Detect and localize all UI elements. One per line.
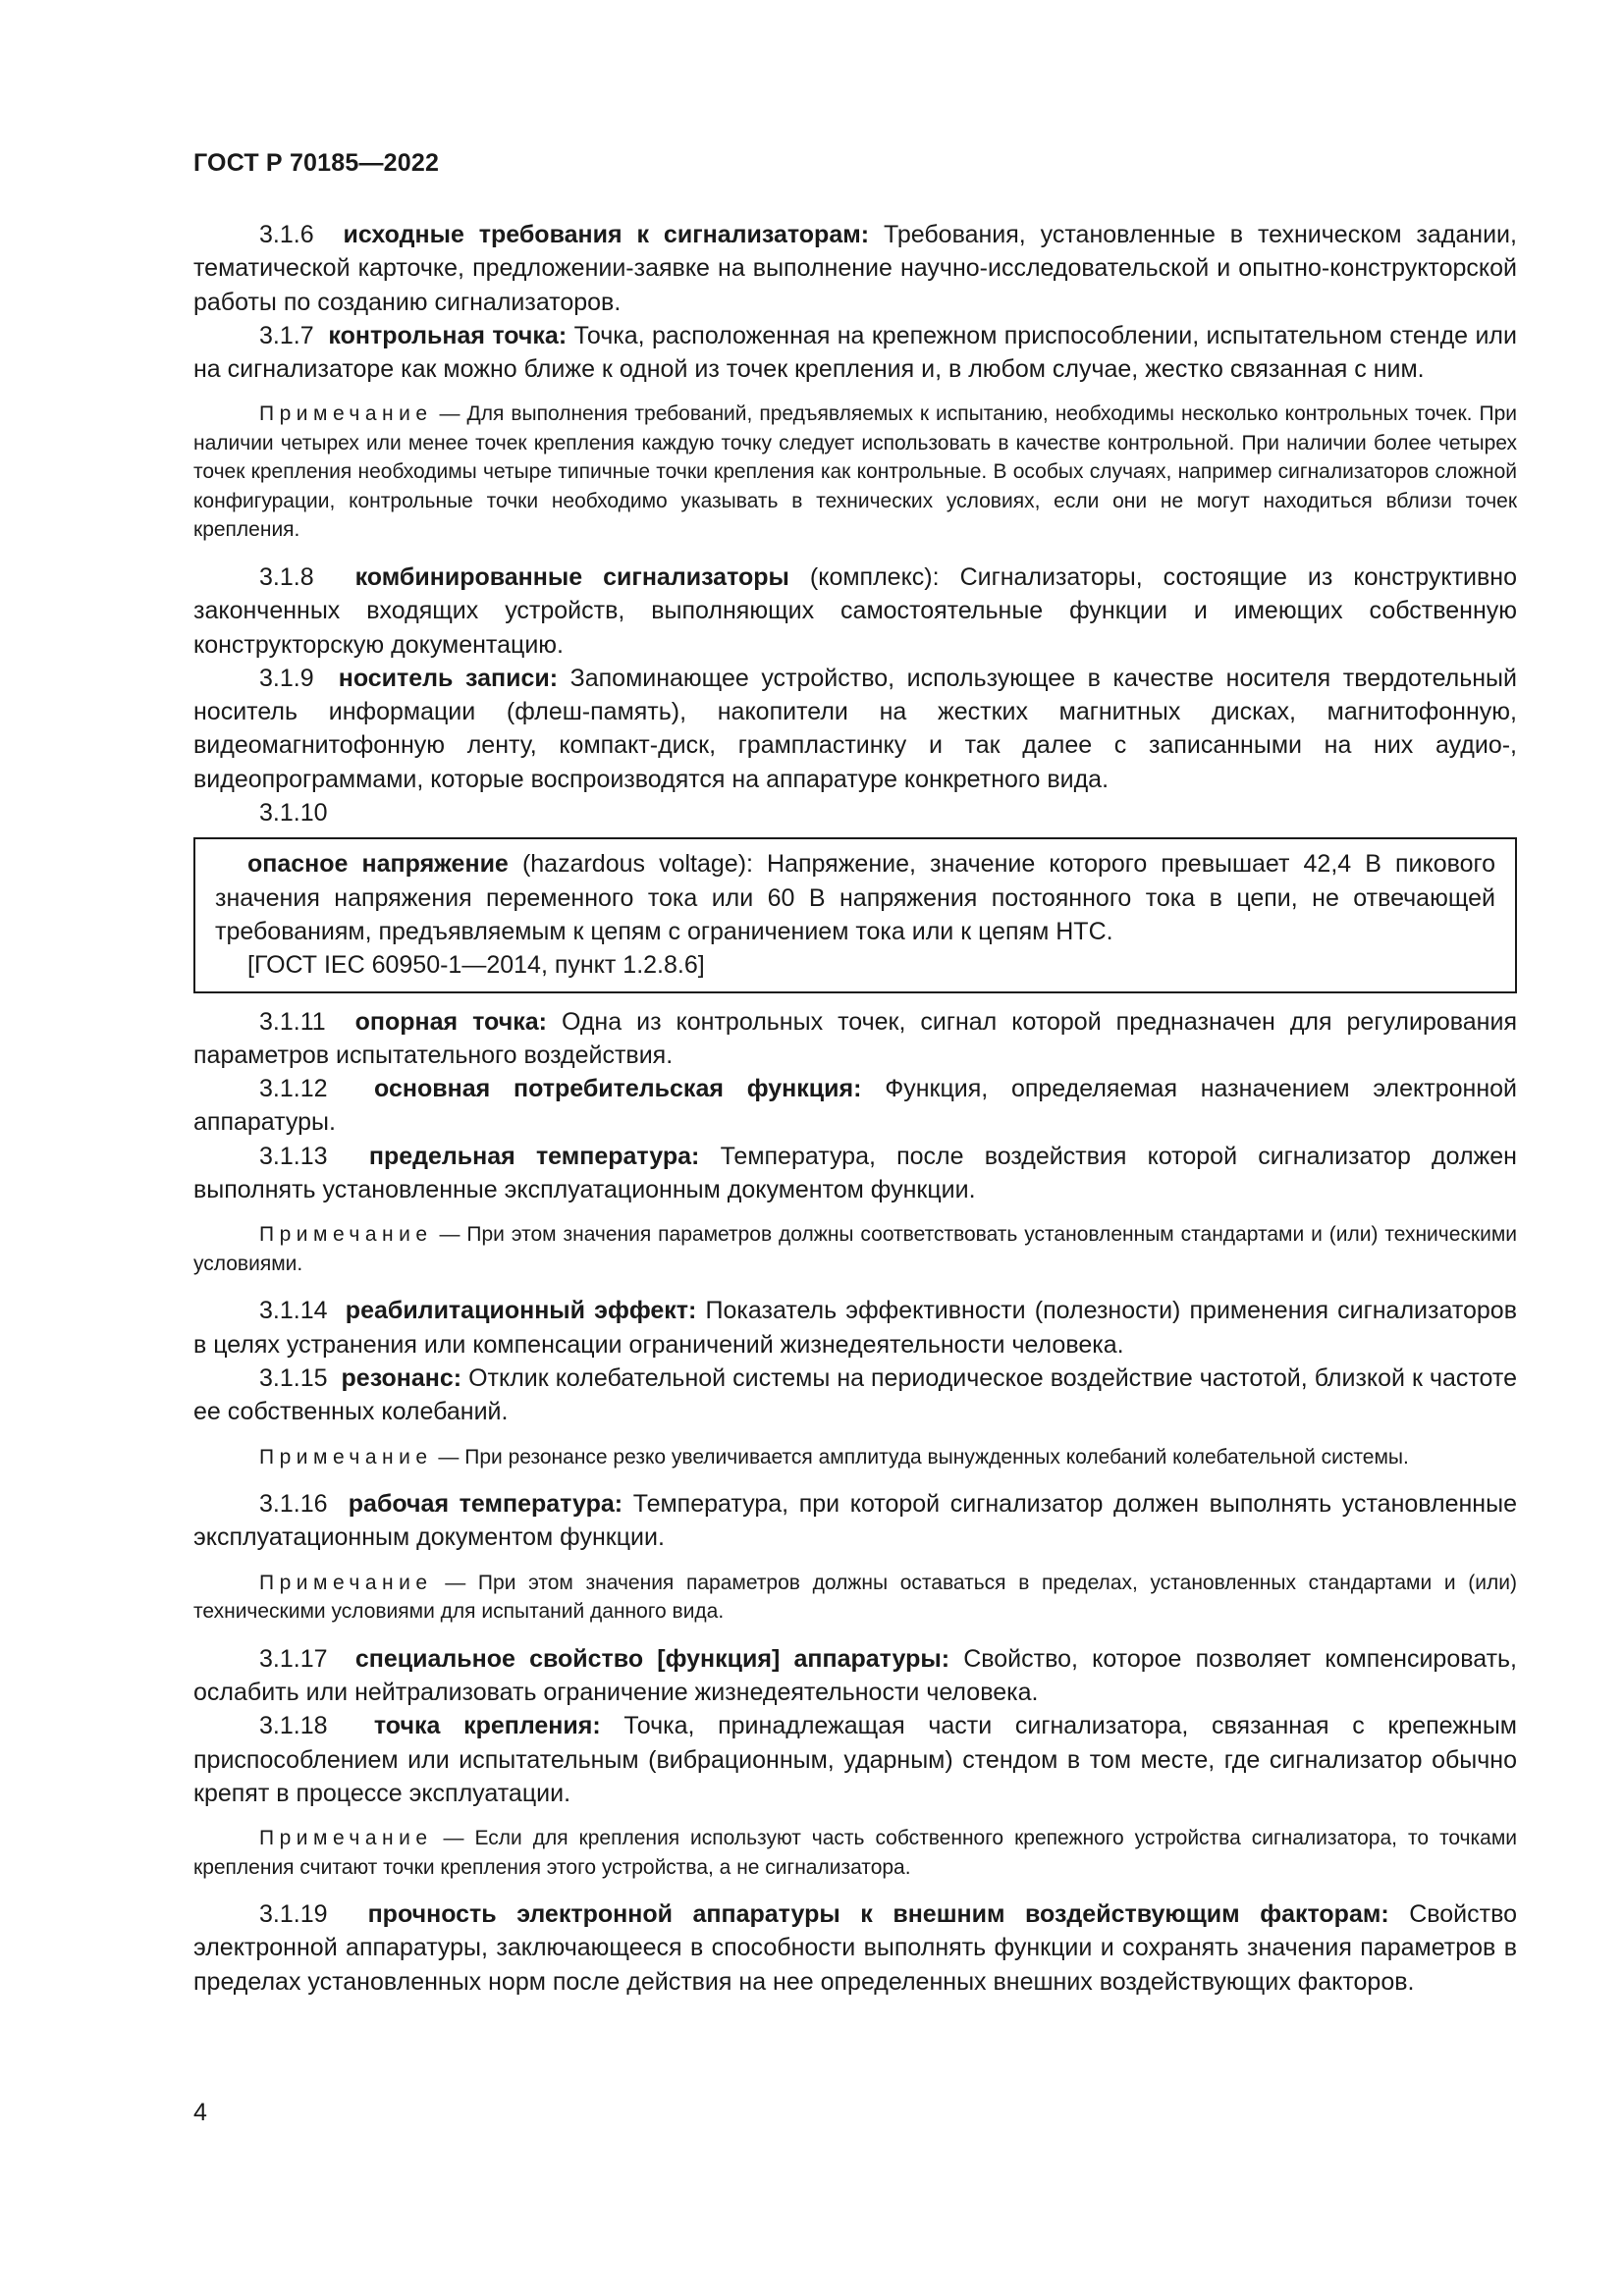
page-number: 4 xyxy=(193,2099,207,2126)
note-3-1-15 xyxy=(193,1443,1517,1472)
note-label: Примечание xyxy=(259,1827,433,1850)
term-entry-3-1-17 xyxy=(193,1642,1517,1710)
note-text: — Если для крепления используют часть собственного крепежного устройства сигнализатора, то точками крепления считают точки крепления этого устройства, а не сигнализатора. xyxy=(193,1827,1517,1879)
term-name: предельная температура: xyxy=(368,1142,700,1170)
term-name: прочность электронной аппаратуры к внешним воздействующим факторам: xyxy=(367,1900,1389,1929)
term-name: рабочая температура: xyxy=(348,1490,623,1519)
term-entry-3-1-16 xyxy=(193,1487,1517,1555)
term-name: резонанс: xyxy=(341,1363,462,1392)
term-number: 3.1.15 xyxy=(259,1363,328,1392)
term-definition: Показатель эффективности (полезности) применения сигнализаторов в целях устранения или компенсации ограничений жизнедеятельности человека. xyxy=(193,1297,1517,1359)
term-definition: (hazardous voltage): Напряжение, значение которого превышает 42,4 В пикового значения напряжения переменного тока или 60 В напряжения постоянного тока в цепи, не отвечающей требованиям, предъявляемым к цепям с ограничением тока или к цепям НТС. xyxy=(215,850,1495,945)
note-label: Примечание xyxy=(259,402,433,426)
term-entry-3-1-7 xyxy=(193,319,1517,387)
term-number: 3.1.12 xyxy=(259,1075,328,1103)
term-definition: Точка, расположенная на крепежном приспособлении, испытательном стенде или на сигнализаторе как можно ближе к одной из точек крепления и, в любом случае, жестко связанная с ним. xyxy=(193,321,1517,384)
term-number: 3.1.16 xyxy=(259,1490,328,1519)
note-label: Примечание xyxy=(259,1223,433,1247)
term-name: исходные требования к сигнализаторам: xyxy=(343,221,870,248)
note-label: Примечание xyxy=(259,1571,433,1594)
term-definition: Температура, при которой сигнализатор должен выполнять установленные эксплуатационным документом функции. xyxy=(193,1490,1517,1552)
term-definition: Функция, определяемая назначением электронной аппаратуры. xyxy=(193,1075,1518,1137)
term-number: 3.1.18 xyxy=(259,1712,328,1740)
note-text: — При резонансе резко увеличивается амплитуда вынужденных колебаний колебательной системы. xyxy=(438,1445,1409,1468)
term-name: специальное свойство [функция] аппаратуры: xyxy=(354,1644,950,1673)
term-name: контрольная точка: xyxy=(328,321,568,349)
term-definition: Свойство, которое позволяет компенсировать, ослабить или нейтрализовать ограничение жизнедеятельности человека. xyxy=(193,1644,1518,1706)
term-entry-3-1-15 xyxy=(193,1362,1517,1429)
term-entry-3-1-12 xyxy=(193,1072,1517,1140)
document-body xyxy=(193,218,1517,1999)
term-definition: Свойство электронной аппаратуры, заключающееся в способности выполнять функции и сохранять значения параметров в пределах установленных норм после действия на нее определенных внешних воздействующих факторов. xyxy=(193,1900,1517,1996)
note-3-1-16 xyxy=(193,1569,1517,1627)
term-number: 3.1.14 xyxy=(259,1297,328,1325)
term-definition: Одна из контрольных точек, сигнал которой предназначен для регулирования параметров испытательного воздействия. xyxy=(193,1007,1517,1069)
term-entry-3-1-11 xyxy=(193,1005,1517,1073)
term-entry-3-1-19 xyxy=(193,1897,1517,1999)
term-entry-3-1-10-number xyxy=(193,796,1517,829)
term-number: 3.1.8 xyxy=(259,562,314,591)
term-name: точка крепления: xyxy=(373,1712,601,1740)
term-number: 3.1.19 xyxy=(259,1900,328,1929)
term-entry-3-1-14 xyxy=(193,1294,1517,1362)
term-entry-3-1-6 xyxy=(193,218,1517,319)
term-name: основная потребительская функция: xyxy=(374,1075,862,1103)
note-3-1-18 xyxy=(193,1824,1517,1882)
term-entry-3-1-18 xyxy=(193,1709,1517,1810)
term-name: носитель записи: xyxy=(338,664,559,692)
term-definition: Требования, установленные в техническом задании, тематической карточке, предложении-заявке на выполнение научно-исследовательской и опытно-конструкторской работы по созданию сигнализаторов. xyxy=(193,221,1517,316)
term-entry-3-1-8 xyxy=(193,561,1517,662)
term-entry-3-1-9 xyxy=(193,662,1517,796)
term-entry-3-1-10 xyxy=(215,847,1495,948)
term-definition: (комплекс): Сигнализаторы, состоящие из конструктивно законченных входящих устройств, выполняющих самостоятельные функции и имеющих собственную конструкторскую документацию. xyxy=(193,562,1517,659)
term-name: опорная точка: xyxy=(354,1007,547,1036)
term-number: 3.1.7 xyxy=(259,321,314,349)
note-text: — При этом значения параметров должны оставаться в пределах, установленных стандартами и (или) техническими условиями для испытаний данного вида. xyxy=(193,1571,1517,1624)
term-name: комбинированные сигнализаторы xyxy=(354,562,789,591)
term-number: 3.1.10 xyxy=(259,799,328,828)
term-number: 3.1.9 xyxy=(259,664,314,692)
term-entry-3-1-13 xyxy=(193,1140,1517,1207)
term-definition: Запоминающее устройство, использующее в качестве носителя твердотельный носитель информации (флеш-память), накопители на жестких магнитных дисках, магнитофонную, видеомагнитофонную ленту, компакт-диск, грампластинку и так далее с записанными на них аудио-, видеопрограммами, которые воспроизводятся на аппаратуре конкретного вида. xyxy=(193,664,1517,793)
note-3-1-7 xyxy=(193,400,1517,545)
term-name: реабилитационный эффект: xyxy=(345,1297,697,1325)
term-source-reference: [ГОСТ IEC 60950-1—2014, пункт 1.2.8.6] xyxy=(247,951,705,980)
term-number: 3.1.6 xyxy=(259,221,314,248)
note-text: — При этом значения параметров должны соответствовать установленным стандартами и (или) техническими условиями. xyxy=(193,1223,1517,1275)
note-label: Примечание xyxy=(259,1445,433,1468)
term-number: 3.1.17 xyxy=(259,1644,328,1673)
note-text: — Для выполнения требований, предъявляемых к испытанию, необходимы несколько контрольных точек. При наличии четырех или менее точек крепления каждую точку следует использовать в качестве контрольной. При наличии более четырех точек крепления необходимы четыре типичные точки крепления как контрольные. В особых случаях, например сигнализаторов сложной конфигурации, контрольные точки необходимо указывать в технических условиях, если они не могут находиться вблизи точек крепления. xyxy=(193,402,1517,542)
term-number: 3.1.13 xyxy=(259,1142,328,1170)
document-header-title: ГОСТ Р 70185—2022 xyxy=(193,149,440,177)
term-definition: Точка, принадлежащая части сигнализатора, связанная с крепежным приспособлением или испытательным (вибрационным, ударным) стендом в том месте, где сигнализатор обычно крепят в процессе эксплуатации. xyxy=(193,1712,1517,1807)
term-number: 3.1.11 xyxy=(259,1007,326,1036)
term-name: опасное напряжение xyxy=(247,850,509,879)
borrowed-term-box xyxy=(193,837,1517,992)
term-definition: Температура, после воздействия которой сигнализатор должен выполнять установленные эксплуатационным документом функции. xyxy=(193,1142,1517,1204)
note-3-1-13 xyxy=(193,1220,1517,1278)
term-definition: Отклик колебательной системы на периодическое воздействие частотой, близкой к частоте ее собственных колебаний. xyxy=(193,1363,1517,1426)
